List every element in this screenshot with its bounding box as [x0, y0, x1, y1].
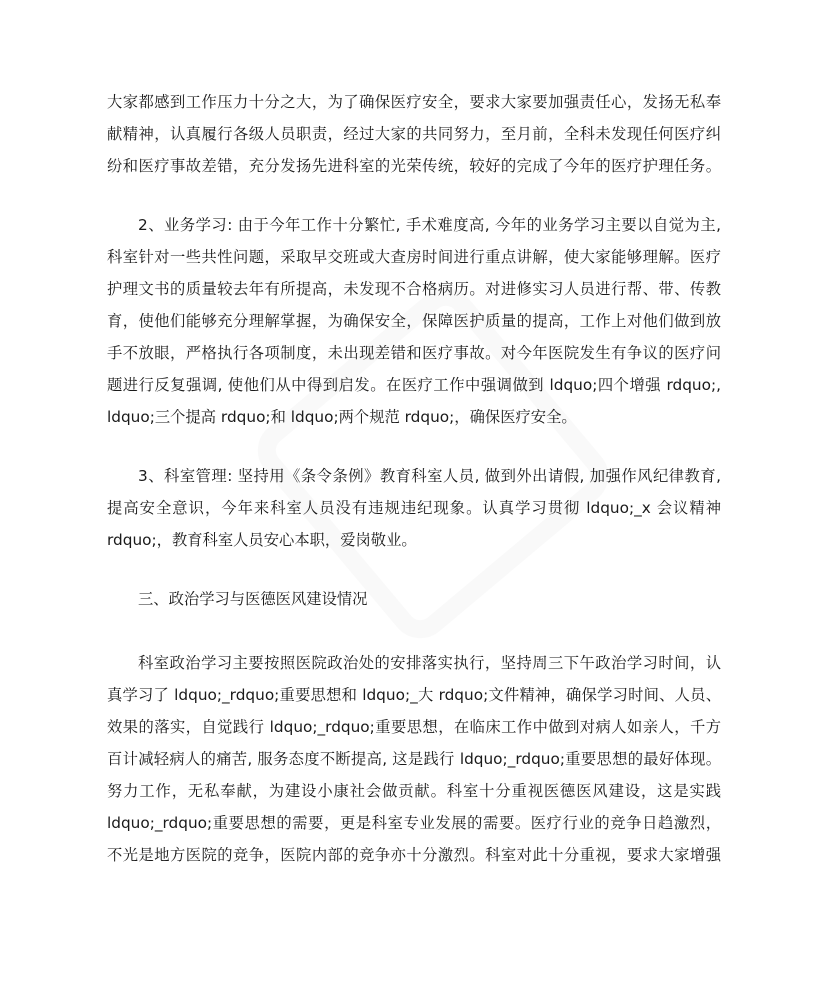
section-heading: 三、政治学习与医德医风建设情况: [138, 590, 368, 608]
text-line: 努力工作，无私奉献，为建设小康社会做贡献。科室十分重视医德医风建设，这是实践: [107, 782, 721, 800]
text-line: 3、科室管理: 坚持用《条令条例》教育科室人员, 做到外出请假, 加强作风纪律教育,: [138, 467, 721, 485]
text-line: 不光是地方医院的竞争，医院内部的竞争亦十分激烈。科室对此十分重视，要求大家增强: [107, 846, 721, 864]
text-line: 效果的落实，自觉践行 ldquo;_rdquo;重要思想，在临床工作中做到对病人如亲人，千方: [107, 718, 721, 736]
paragraph-business-study: [107, 209, 721, 433]
text-line: ldquo;_rdquo;重要思想的需要，更是科室专业发展的需要。医疗行业的竞争日趋激烈，: [107, 814, 721, 832]
text-line: 题进行反复强调, 使他们从中得到启发。在医疗工作中强调做到 ldquo;四个增强 rdquo;,: [107, 376, 721, 394]
text-line: 提高安全意识，今年来科室人员没有违规违纪现象。认真学习贯彻 ldquo;_x 会议精神: [107, 499, 721, 517]
document-page: [107, 86, 721, 898]
text-line: 科室政治学习主要按照医院政治处的安排落实执行，坚持周三下午政治学习时间，认: [138, 654, 721, 672]
text-line: 2、业务学习: 由于今年工作十分繁忙, 手术难度高, 今年的业务学习主要以自觉为主,: [138, 216, 721, 234]
text-line: 大家都感到工作压力十分之大，为了确保医疗安全，要求大家要加强责任心，发扬无私奉: [107, 93, 721, 111]
text-line: rdquo;，教育科室人员安心本职，爱岗敬业。: [107, 531, 417, 549]
text-line: 育，使他们能够充分理解掌握，为确保安全，保障医护质量的提高，工作上对他们做到放: [107, 312, 721, 330]
text-line: 真学习了 ldquo;_rdquo;重要思想和 ldquo;_大 rdquo;文件精神，确保学习时间、人员、: [107, 686, 721, 704]
text-line: 手不放眼，严格执行各项制度，未出现差错和医疗事故。对今年医院发生有争议的医疗问: [107, 344, 721, 362]
text-line: 纷和医疗事故差错，充分发扬先进科室的光荣传统，较好的完成了今年的医疗护理任务。: [107, 157, 721, 175]
text-line: 百计减轻病人的痛苦, 服务态度不断提高, 这是践行 ldquo;_rdquo;重要思想的最好体现。: [107, 750, 721, 768]
paragraph-department-management: [107, 460, 721, 556]
text-line: 护理文书的质量较去年有所提高，未发现不合格病历。对进修实习人员进行帮、带、传教: [107, 280, 721, 298]
text-line: 科室针对一些共性问题，采取早交班或大查房时间进行重点讲解，使大家能够理解。医疗: [107, 248, 721, 266]
text-line: ldquo;三个提高 rdquo;和 ldquo;两个规范 rdquo;，确保医疗安全。: [107, 408, 577, 426]
paragraph-responsibility: [107, 86, 721, 182]
text-line: 献精神，认真履行各级人员职责，经过大家的共同努力，至月前，全科未发现任何医疗纠: [107, 125, 721, 143]
paragraph-political-study: [107, 647, 721, 871]
